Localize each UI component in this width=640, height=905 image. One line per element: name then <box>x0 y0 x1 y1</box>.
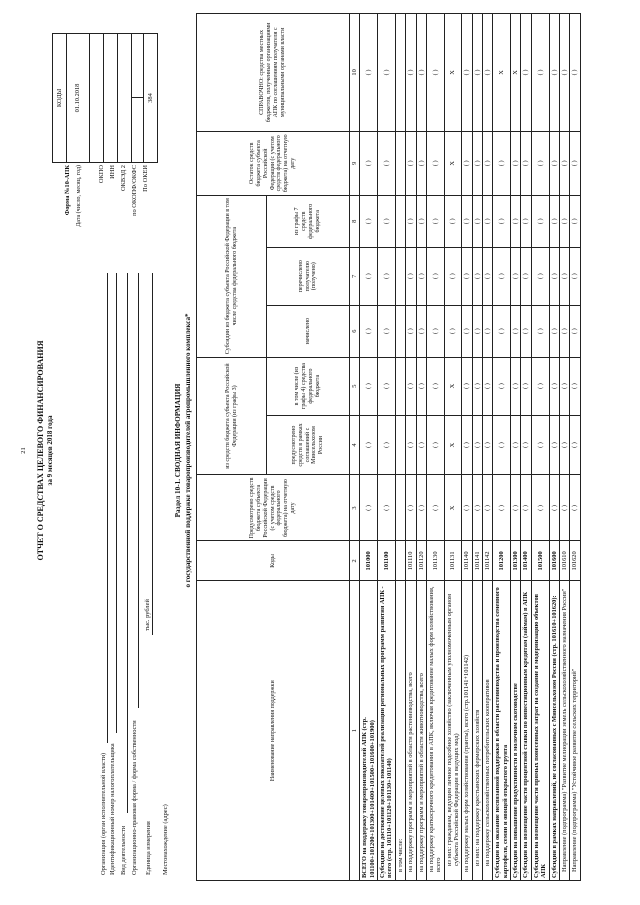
row-cell: ( ) <box>531 247 549 305</box>
row-cell: ( ) <box>531 357 549 415</box>
row-cell: ( ) <box>360 131 378 195</box>
column-number: 1 <box>350 581 360 881</box>
header-col3: Предусмотрено средств бюджета субъекта Российской Федерации (с учетом средств федерального бюджета) на отчетную дату <box>197 475 350 541</box>
row-cell: ( ) <box>559 475 569 541</box>
column-number: 10 <box>350 14 360 132</box>
row-code: 101600 <box>549 541 559 581</box>
row-cell: ( ) <box>531 415 549 475</box>
field-legal-form: Организационно-правовая форма / форма собственности <box>131 720 138 875</box>
table-row <box>559 14 569 881</box>
header-col9: Остаток средств бюджета субъекта Российской Федерации (с учетом средств федерального бюджета) на отчетную дату <box>197 131 350 195</box>
header-col4: предусмотрено средств в рамках соглашений с Минсельхозом России <box>267 415 350 475</box>
field-unit-line <box>152 273 153 635</box>
row-name: Направление (подпрограмма) "Развитие мелиорации земель сельскохозяйственного назначения России" <box>559 581 569 881</box>
row-name: ВСЕГО на поддержку товаропроизводителей АПК (стр. 101100+101200+101300+101400+101500+101600+101900) <box>360 581 378 881</box>
row-name: Субсидии в рамках направлений, не согласованных с Минсельхозом России (стр. 101610+101620): <box>549 581 559 881</box>
row-cell: ( ) <box>511 195 521 247</box>
row-cell: ( ) <box>559 247 569 305</box>
row-cell: ( ) <box>406 195 416 247</box>
row-cell: ( ) <box>559 357 569 415</box>
row-cell: ( ) <box>360 415 378 475</box>
okei-label: По ОКЕИ <box>142 165 149 192</box>
row-cell: ( ) <box>444 247 462 305</box>
row-cell: ( ) <box>360 14 378 132</box>
row-cell: X <box>444 14 462 132</box>
okved-label: ОКВЭД 2 <box>120 165 127 191</box>
row-cell: ( ) <box>531 305 549 357</box>
row-cell: ( ) <box>416 247 426 305</box>
row-cell: ( ) <box>444 305 462 357</box>
row-cell: ( ) <box>416 357 426 415</box>
row-cell: ( ) <box>531 14 549 132</box>
row-name: на поддержку программ и мероприятий в области растениеводства, всего <box>406 581 416 881</box>
row-cell <box>395 14 405 132</box>
row-cell: ( ) <box>378 195 396 247</box>
row-cell: ( ) <box>472 247 482 305</box>
header-col6: начислено <box>267 305 350 357</box>
section-subtitle: о государственной поддержке товаропроизводителей агропромышленного комплекса* <box>184 313 192 588</box>
row-cell: ( ) <box>378 475 396 541</box>
row-cell: ( ) <box>483 247 493 305</box>
row-cell: X <box>493 14 511 132</box>
row-cell: ( ) <box>521 131 531 195</box>
row-cell: ( ) <box>378 305 396 357</box>
row-name: Направление (подпрограмма) "Устойчивое развитие сельских территорий" <box>570 581 580 881</box>
form-label: Форма №10-АПК <box>64 165 71 216</box>
field-inn: Идентификационный номер налогоплательщика <box>109 743 116 875</box>
row-cell: ( ) <box>511 131 521 195</box>
row-code: 101500 <box>531 541 549 581</box>
row-code: 101120 <box>416 541 426 581</box>
row-code: 101610 <box>559 541 569 581</box>
row-cell: ( ) <box>462 475 472 541</box>
row-cell: ( ) <box>493 247 511 305</box>
header-col7: перечислено получателю (получено) <box>267 247 350 305</box>
row-cell: ( ) <box>406 131 416 195</box>
header-col10: СПРАВОЧНО: средства местных бюджетов, полученные организациями АПК по соглашениям получателя с муниципальными органами власти <box>197 14 350 132</box>
row-code: 101131 <box>444 541 462 581</box>
row-cell: ( ) <box>406 305 416 357</box>
row-cell: ( ) <box>531 475 549 541</box>
row-cell: ( ) <box>462 415 472 475</box>
row-name: из них: гражданам, ведущим личное подсобное хозяйство (заключенным уполномоченным органом субъекта Российской Федерации в ведущих мод) <box>444 581 462 881</box>
row-cell: ( ) <box>426 475 444 541</box>
row-code: 101141 <box>472 541 482 581</box>
row-cell: ( ) <box>360 305 378 357</box>
row-name: Субсидии на повышение продуктивности в молочном скотоводстве <box>511 581 521 881</box>
row-cell: ( ) <box>570 247 580 305</box>
row-cell: ( ) <box>521 415 531 475</box>
column-number: 6 <box>350 305 360 357</box>
table-row <box>462 14 472 881</box>
table-row <box>493 14 511 881</box>
row-cell: ( ) <box>559 195 569 247</box>
row-cell: ( ) <box>570 357 580 415</box>
row-cell <box>395 357 405 415</box>
okved-value <box>118 34 132 163</box>
row-cell: ( ) <box>570 415 580 475</box>
row-cell: ( ) <box>549 247 559 305</box>
column-number: 5 <box>350 357 360 415</box>
field-organization-line <box>107 273 108 743</box>
date-label: Дата (число, месяц, год) <box>76 165 82 227</box>
row-cell: ( ) <box>472 475 482 541</box>
row-cell: ( ) <box>483 357 493 415</box>
row-cell <box>395 195 405 247</box>
row-cell: ( ) <box>511 415 521 475</box>
row-cell: ( ) <box>444 195 462 247</box>
row-cell: ( ) <box>462 195 472 247</box>
table-row <box>395 14 405 881</box>
column-number: 2 <box>350 541 360 581</box>
row-cell: X <box>444 475 462 541</box>
row-cell: ( ) <box>462 305 472 357</box>
column-number: 7 <box>350 247 360 305</box>
row-code: 101142 <box>483 541 493 581</box>
row-name: Субсидии на возмещение части прямых понесенных затрат на создание и модернизацию объектов АПК <box>531 581 549 881</box>
support-table <box>196 13 581 881</box>
row-cell: ( ) <box>483 195 493 247</box>
row-cell: ( ) <box>426 247 444 305</box>
row-cell: ( ) <box>378 131 396 195</box>
row-cell: ( ) <box>360 357 378 415</box>
row-cell <box>395 305 405 357</box>
field-activity-line <box>127 273 128 813</box>
row-cell: ( ) <box>570 14 580 132</box>
row-cell: ( ) <box>511 305 521 357</box>
field-activity: Вид деятельности <box>120 825 127 875</box>
okpo-value <box>90 34 104 163</box>
row-cell: ( ) <box>378 415 396 475</box>
row-cell: ( ) <box>483 415 493 475</box>
row-cell: ( ) <box>559 14 569 132</box>
column-number: 4 <box>350 415 360 475</box>
row-cell: ( ) <box>426 195 444 247</box>
row-cell: ( ) <box>521 247 531 305</box>
row-cell: X <box>511 14 521 132</box>
okpo-label: ОКПО <box>98 165 105 184</box>
okei-value: 384 <box>144 34 158 163</box>
table-row <box>378 14 396 881</box>
row-cell: ( ) <box>549 475 559 541</box>
page-number: 21 <box>20 447 27 454</box>
row-cell: ( ) <box>378 357 396 415</box>
row-cell: ( ) <box>531 131 549 195</box>
row-cell: ( ) <box>416 14 426 132</box>
row-cell: ( ) <box>416 415 426 475</box>
row-cell: ( ) <box>416 131 426 195</box>
header-col678-group: Субсидии из бюджета субъекта Российской Федерации в том числе средства федерального бюджета <box>197 195 267 357</box>
row-cell: ( ) <box>483 475 493 541</box>
row-cell: ( ) <box>549 415 559 475</box>
row-cell: ( ) <box>483 14 493 132</box>
row-cell: ( ) <box>406 247 416 305</box>
row-cell: ( ) <box>472 131 482 195</box>
row-cell <box>395 247 405 305</box>
row-cell: ( ) <box>483 305 493 357</box>
row-cell: ( ) <box>570 131 580 195</box>
field-inn-line <box>116 273 117 733</box>
row-cell: ( ) <box>462 247 472 305</box>
row-cell: ( ) <box>570 305 580 357</box>
row-cell: ( ) <box>462 14 472 132</box>
row-cell: ( ) <box>521 357 531 415</box>
row-cell <box>395 131 405 195</box>
row-name: на поддержку краткосрочного кредитования в АПК, включая кредитование малых форм хозяйствования, всего <box>426 581 444 881</box>
table-row <box>511 14 521 881</box>
row-code: 101620 <box>570 541 580 581</box>
row-cell: X <box>444 415 462 475</box>
table-row <box>360 14 378 881</box>
row-cell: X <box>444 131 462 195</box>
row-cell: ( ) <box>360 195 378 247</box>
row-cell: ( ) <box>549 357 559 415</box>
row-cell: ( ) <box>483 131 493 195</box>
row-cell: ( ) <box>462 131 472 195</box>
okopf-okfs-label: по ОКОПФ/ОКФС <box>131 165 138 216</box>
row-code: 101110 <box>406 541 416 581</box>
row-cell: ( ) <box>493 357 511 415</box>
field-address: Местонахождение (адрес) <box>162 804 169 875</box>
row-name: на поддержку малых форм хозяйствования (гранты), всего (стр.101141+101142) <box>462 581 472 881</box>
header-name: Наименование направления поддержки <box>197 581 350 881</box>
date-value: 01.10.2018 <box>67 34 90 163</box>
field-organization: Организация (орган исполнительной власти) <box>100 752 107 875</box>
row-code: 101140 <box>462 541 472 581</box>
column-number: 3 <box>350 475 360 541</box>
row-code: 101200 <box>493 541 511 581</box>
row-cell: ( ) <box>511 357 521 415</box>
row-cell: ( ) <box>549 195 559 247</box>
row-cell: ( ) <box>570 195 580 247</box>
row-cell: ( ) <box>472 415 482 475</box>
row-cell: ( ) <box>511 247 521 305</box>
row-name: Субсидии на оказание несвязанной поддержки в области растениеводства и производства семенного картофеля, семян и овощей открытого грунта <box>493 581 511 881</box>
row-name: в том числе: <box>395 581 405 881</box>
table-row <box>570 14 580 881</box>
row-cell: ( ) <box>521 195 531 247</box>
row-cell: ( ) <box>426 415 444 475</box>
column-number: 9 <box>350 131 360 195</box>
rotated-form <box>14 8 626 893</box>
table-row <box>521 14 531 881</box>
row-cell: ( ) <box>559 131 569 195</box>
row-cell: ( ) <box>521 305 531 357</box>
row-cell: ( ) <box>549 131 559 195</box>
inn-value <box>104 34 118 163</box>
row-cell: ( ) <box>472 195 482 247</box>
row-cell: ( ) <box>531 195 549 247</box>
table-row <box>406 14 416 881</box>
row-cell: ( ) <box>416 475 426 541</box>
row-cell: ( ) <box>426 357 444 415</box>
row-cell: ( ) <box>406 14 416 132</box>
row-cell: ( ) <box>462 357 472 415</box>
row-name: Субсидии на возмещение части процентной ставки по инвестиционным кредитам (займам) в АПК <box>521 581 531 881</box>
row-cell: ( ) <box>521 14 531 132</box>
codes-table <box>52 33 158 163</box>
field-unit: Единица измерения <box>145 821 152 875</box>
report-title: ОТЧЕТ О СРЕДСТВАХ ЦЕЛЕВОГО ФИНАНСИРОВАНИЯ <box>36 340 45 561</box>
row-cell: ( ) <box>426 305 444 357</box>
field-unit-value: тыс. рублей <box>144 599 151 631</box>
field-legal-form-line <box>138 273 139 708</box>
row-cell: ( ) <box>493 131 511 195</box>
table-row <box>426 14 444 881</box>
row-code: 101100 <box>378 541 396 581</box>
row-cell: ( ) <box>472 14 482 132</box>
table-row <box>549 14 559 881</box>
row-cell: ( ) <box>406 475 416 541</box>
row-code: 101300 <box>511 541 521 581</box>
row-name: на поддержку программ и мероприятий в области животноводства, всего <box>416 581 426 881</box>
header-col5: в том числе (из графы 4) средства федерального бюджета <box>267 357 350 415</box>
row-cell: ( ) <box>521 475 531 541</box>
row-cell: ( ) <box>406 415 416 475</box>
okopf-okfs-value <box>132 34 144 163</box>
row-code: 101400 <box>521 541 531 581</box>
row-cell: ( ) <box>472 305 482 357</box>
inn-label: ИНН <box>109 165 116 179</box>
row-name: из них: на поддержку крестьянских фермерских хозяйств <box>472 581 482 881</box>
row-cell: ( ) <box>360 475 378 541</box>
row-cell: ( ) <box>416 195 426 247</box>
column-number-row <box>350 14 360 881</box>
header-col45-group: из средств бюджета субъекта Российской Федерации (из графы 3) <box>197 357 267 475</box>
table-row <box>531 14 549 881</box>
row-cell: ( ) <box>570 475 580 541</box>
table-row <box>472 14 482 881</box>
row-cell: ( ) <box>559 415 569 475</box>
section-title: Раздел 10-1. СВОДНАЯ ИНФОРМАЦИЯ <box>174 383 182 518</box>
row-cell: ( ) <box>511 475 521 541</box>
codes-title: КОДЫ <box>53 34 67 163</box>
row-cell: ( ) <box>472 357 482 415</box>
row-cell: ( ) <box>493 415 511 475</box>
row-cell: ( ) <box>426 14 444 132</box>
row-name: на поддержку сельскохозяйственных потребительских кооперативов <box>483 581 493 881</box>
row-cell: ( ) <box>416 305 426 357</box>
row-code <box>395 541 405 581</box>
row-cell: X <box>444 357 462 415</box>
row-cell <box>395 415 405 475</box>
row-cell: ( ) <box>378 14 396 132</box>
table-row <box>444 14 462 881</box>
row-cell: ( ) <box>549 305 559 357</box>
row-cell: ( ) <box>406 357 416 415</box>
row-code: 101130 <box>426 541 444 581</box>
row-cell <box>395 475 405 541</box>
row-cell: ( ) <box>426 131 444 195</box>
table-body <box>360 14 580 881</box>
header-code: Коды <box>197 541 350 581</box>
row-cell: ( ) <box>493 305 511 357</box>
row-cell: ( ) <box>549 14 559 132</box>
table-row <box>416 14 426 881</box>
row-cell: ( ) <box>360 247 378 305</box>
row-cell: ( ) <box>559 305 569 357</box>
row-cell: ( ) <box>378 247 396 305</box>
row-code: 101000 <box>360 541 378 581</box>
table-row <box>483 14 493 881</box>
row-name: Субсидии на достижение целевых показателей реализации региональных программ развития АПК - всего (стр. 101110+101120+101130+101140) <box>378 581 396 881</box>
column-number: 8 <box>350 195 360 247</box>
header-col8: из графы 7 средств федерального бюджета <box>267 195 350 247</box>
row-cell: ( ) <box>493 475 511 541</box>
row-cell: ( ) <box>493 195 511 247</box>
report-period: за 9 месяцев 2018 года <box>46 415 54 486</box>
